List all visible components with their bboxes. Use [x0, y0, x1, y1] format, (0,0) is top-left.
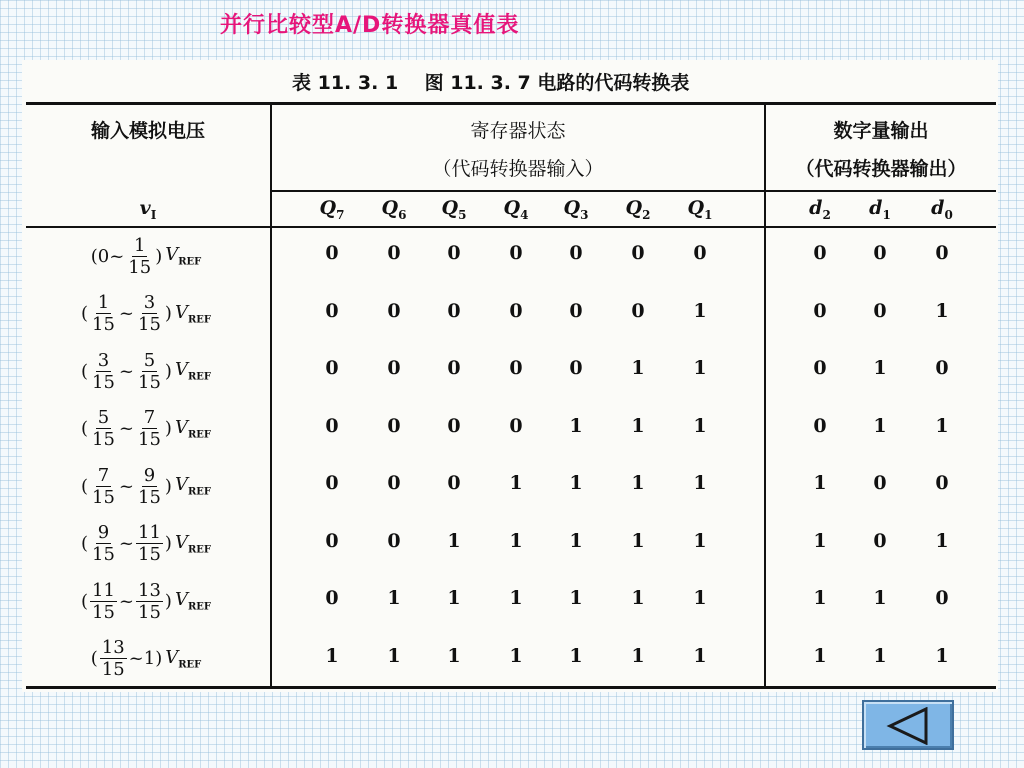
fraction	[90, 465, 117, 508]
q5-header: $Q_5$	[441, 197, 467, 222]
tilde: ~	[128, 648, 144, 669]
fraction-denominator: 15	[92, 371, 115, 393]
fraction-numerator: 13	[138, 579, 161, 601]
vref-symbol: $V_{REF}$	[174, 416, 211, 441]
fraction-numerator: 5	[97, 407, 110, 428]
paren-close: )	[164, 303, 172, 324]
d1-value: 1	[873, 587, 887, 609]
q2-header: $Q_2$	[625, 197, 651, 222]
range-bound: 1	[143, 648, 156, 669]
q7-value: 0	[325, 414, 339, 437]
q6-value: 0	[387, 299, 401, 322]
vref-symbol: $V_{REF}$	[174, 531, 211, 556]
q5-value: 0	[447, 242, 461, 264]
table-caption: 表 11. 3. 1 图 11. 3. 7 电路的代码转换表	[292, 72, 690, 94]
register-state-subheader: （代码转换器输入）	[432, 158, 604, 180]
q6-value: 1	[387, 587, 401, 609]
input-column-rule	[270, 102, 272, 687]
d2-value: 0	[813, 414, 827, 437]
q7-value: 0	[325, 357, 339, 379]
d1-header: $d_1$	[869, 197, 891, 222]
fraction-denominator: 15	[138, 486, 161, 508]
q2-value: 1	[631, 529, 645, 552]
q1-value: 1	[693, 414, 707, 437]
q1-value: 1	[693, 472, 707, 494]
fraction	[136, 465, 163, 508]
q6-value: 1	[387, 644, 401, 667]
fraction	[136, 407, 163, 450]
d2-value: 0	[813, 299, 827, 322]
d2-value: 1	[813, 644, 827, 667]
fraction	[90, 580, 117, 623]
vref-symbol: $V_{REF}$	[174, 359, 211, 383]
table-top-rule	[26, 102, 996, 105]
fraction-denominator: 15	[138, 314, 161, 335]
input-voltage-range	[22, 228, 270, 284]
register-state-header: 寄存器状态	[470, 120, 566, 142]
q6-value: 0	[387, 529, 401, 552]
q6-value: 0	[387, 357, 401, 379]
d1-value: 1	[873, 644, 887, 667]
paren-open: (	[90, 245, 98, 267]
fraction	[90, 522, 117, 565]
vref-symbol: $V_{REF}$	[174, 589, 211, 613]
q5-value: 1	[447, 587, 461, 609]
paren-close: )	[164, 590, 172, 612]
fraction-numerator: 3	[97, 349, 110, 371]
fraction-numerator: 11	[138, 522, 161, 543]
q1-header: $Q_1$	[687, 197, 713, 222]
fraction	[136, 580, 163, 623]
q7-value: 0	[325, 299, 339, 322]
q3-value: 1	[569, 529, 583, 552]
fraction-numerator: 13	[101, 637, 125, 658]
d1-value: 0	[873, 299, 887, 322]
fraction-numerator: 9	[97, 522, 110, 543]
q3-value: 1	[569, 414, 583, 437]
q4-value: 0	[509, 357, 523, 379]
tilde: ~	[118, 418, 135, 439]
fraction	[90, 407, 117, 450]
q2-value: 0	[631, 299, 645, 322]
q5-value: 0	[447, 299, 461, 322]
fraction-denominator: 15	[92, 314, 115, 335]
d2-value: 1	[813, 587, 827, 609]
fraction	[136, 522, 163, 565]
q4-value: 0	[509, 299, 523, 322]
q4-header: $Q_4$	[503, 197, 529, 222]
input-voltage-range	[22, 631, 270, 687]
tilde: ~	[109, 245, 125, 267]
d0-value: 0	[935, 587, 949, 609]
q3-value: 0	[569, 299, 583, 322]
d2-value: 0	[813, 242, 827, 264]
fraction-numerator: 1	[97, 292, 110, 313]
q2-value: 1	[631, 472, 645, 494]
d1-value: 0	[873, 472, 887, 494]
fraction	[90, 350, 117, 393]
paren-close: )	[155, 245, 163, 267]
q7-value: 0	[325, 242, 339, 264]
range-bound: 0	[97, 245, 110, 267]
paren-open: (	[80, 590, 89, 612]
fraction-denominator: 15	[128, 256, 152, 278]
fraction	[126, 235, 153, 278]
q4-value: 1	[509, 529, 523, 552]
vref-symbol: $V_{REF}$	[174, 301, 211, 326]
paren-open: (	[80, 360, 89, 382]
tilde: ~	[118, 303, 135, 324]
d2-value: 1	[813, 529, 827, 552]
register-column-rule	[764, 102, 766, 687]
q4-value: 1	[509, 472, 523, 494]
tilde: ~	[118, 360, 135, 382]
d0-value: 1	[935, 644, 949, 667]
input-voltage-range	[22, 516, 270, 572]
triangle-left-icon	[886, 707, 930, 745]
truth-table-page	[22, 60, 998, 692]
back-button[interactable]	[862, 700, 954, 750]
paren-close: )	[164, 360, 172, 382]
q3-value: 0	[569, 242, 583, 264]
tilde: ~	[118, 475, 135, 497]
q1-value: 1	[693, 587, 707, 609]
fraction-numerator: 11	[92, 579, 115, 601]
fraction-numerator: 3	[143, 292, 156, 313]
input-voltage-range	[22, 573, 270, 629]
q7-header: $Q_7$	[319, 197, 345, 222]
d0-value: 0	[935, 242, 949, 264]
input-voltage-range	[22, 286, 270, 342]
paren-open: (	[80, 418, 89, 439]
q4-value: 0	[509, 414, 523, 437]
fraction-denominator: 15	[138, 429, 161, 450]
paren-close: )	[155, 648, 163, 669]
q4-value: 1	[509, 587, 523, 609]
input-symbol: $v_I$	[139, 197, 157, 222]
q6-value: 0	[387, 414, 401, 437]
input-voltage-range	[22, 458, 270, 514]
input-voltage-range	[22, 401, 270, 457]
d0-value: 0	[935, 357, 949, 379]
fraction-numerator: 9	[143, 464, 156, 486]
q5-value: 1	[447, 644, 461, 667]
paren-close: )	[164, 533, 172, 554]
fraction-denominator: 15	[138, 601, 161, 623]
fraction-denominator: 15	[92, 544, 115, 565]
fraction-denominator: 15	[92, 429, 115, 450]
d1-value: 0	[873, 242, 887, 264]
fraction-denominator: 15	[101, 659, 125, 680]
d1-value: 1	[873, 414, 887, 437]
paren-open: (	[80, 303, 89, 324]
d2-value: 1	[813, 472, 827, 494]
q2-value: 0	[631, 242, 645, 264]
q1-value: 1	[693, 299, 707, 322]
q3-value: 1	[569, 472, 583, 494]
q1-value: 1	[693, 529, 707, 552]
q7-value: 0	[325, 529, 339, 552]
d1-value: 1	[873, 357, 887, 379]
fraction	[100, 637, 127, 680]
q6-header: $Q_6$	[381, 197, 407, 222]
fraction	[136, 350, 163, 393]
q6-value: 0	[387, 472, 401, 494]
q5-value: 0	[447, 357, 461, 379]
q1-value: 1	[693, 357, 707, 379]
q5-value: 0	[447, 414, 461, 437]
fraction-numerator: 7	[143, 407, 156, 428]
q1-value: 0	[693, 242, 707, 264]
vref-symbol: $V_{REF}$	[174, 474, 211, 498]
q4-value: 0	[509, 242, 523, 264]
q5-value: 1	[447, 529, 461, 552]
q4-value: 1	[509, 644, 523, 667]
vref-symbol: $V_{REF}$	[165, 244, 202, 268]
d2-value: 0	[813, 357, 827, 379]
q2-value: 1	[631, 587, 645, 609]
q6-value: 0	[387, 242, 401, 264]
d1-value: 0	[873, 529, 887, 552]
fraction-numerator: 7	[97, 464, 110, 486]
paren-close: )	[164, 418, 172, 439]
q1-value: 1	[693, 644, 707, 667]
d0-value: 0	[935, 472, 949, 494]
slide-title: 并行比较型A/D转换器真值表	[220, 13, 520, 38]
tilde: ~	[118, 533, 135, 554]
paren-open: (	[80, 475, 89, 497]
paren-close: )	[164, 475, 172, 497]
digital-output-header: 数字量输出	[833, 120, 929, 142]
q3-value: 1	[569, 587, 583, 609]
q2-value: 1	[631, 644, 645, 667]
d0-value: 1	[935, 414, 949, 437]
q2-value: 1	[631, 414, 645, 437]
fraction-denominator: 15	[138, 544, 161, 565]
header-mid-rule	[270, 190, 996, 192]
digital-output-subheader: （代码转换器输出）	[795, 158, 967, 180]
q3-value: 0	[569, 357, 583, 379]
input-voltage-range	[22, 343, 270, 399]
paren-open: (	[90, 648, 98, 669]
vref-symbol: $V_{REF}$	[165, 646, 202, 671]
d0-value: 1	[935, 299, 949, 322]
fraction-denominator: 15	[138, 371, 161, 393]
fraction	[90, 292, 117, 335]
tilde: ~	[118, 590, 135, 612]
q3-header: $Q_3$	[563, 197, 589, 222]
q7-value: 0	[325, 587, 339, 609]
fraction-numerator: 5	[143, 349, 156, 371]
q2-value: 1	[631, 357, 645, 379]
paren-open: (	[80, 533, 89, 554]
d2-header: $d_2$	[809, 197, 831, 222]
fraction-denominator: 15	[92, 486, 115, 508]
d0-header: $d_0$	[931, 197, 953, 222]
input-voltage-header: 输入模拟电压	[90, 120, 205, 142]
q7-value: 1	[325, 644, 339, 667]
d0-value: 1	[935, 529, 949, 552]
q3-value: 1	[569, 644, 583, 667]
fraction-denominator: 15	[92, 601, 115, 623]
fraction	[136, 292, 163, 335]
q7-value: 0	[325, 472, 339, 494]
fraction-numerator: 1	[134, 234, 146, 256]
q5-value: 0	[447, 472, 461, 494]
